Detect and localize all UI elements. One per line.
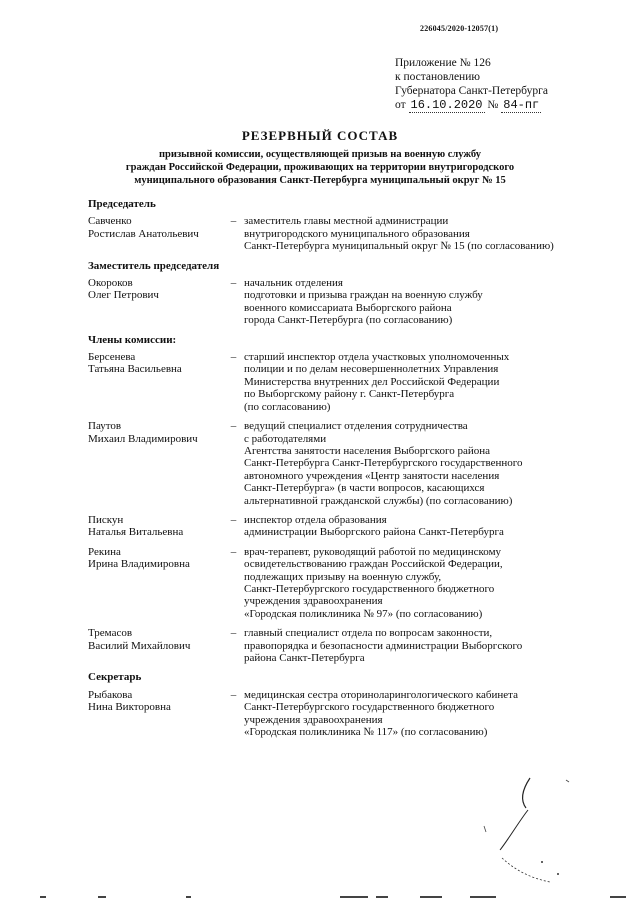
position-line: (по согласованию) xyxy=(244,400,331,413)
member-position xyxy=(244,215,608,252)
member-name xyxy=(88,546,223,620)
dash: – xyxy=(230,351,237,364)
subtitle-line-3: муниципального образования Санкт-Петербурга муниципальный округ № 15 xyxy=(134,175,506,186)
position-line: инспектор отдела образования xyxy=(244,513,387,526)
position-line: администрации Выборгского района Санкт-Петербурга xyxy=(244,526,504,539)
handwritten-signature xyxy=(470,770,580,890)
date-prefix: от xyxy=(395,99,406,111)
position-line: автономного учреждения «Центр занятости населения xyxy=(244,469,500,482)
dash: – xyxy=(230,545,237,558)
member-row xyxy=(88,420,608,507)
position-line: Санкт-Петербургского государственного бюджетного xyxy=(244,582,495,595)
dash: – xyxy=(230,513,237,526)
title-subtitle xyxy=(0,148,640,187)
member-name xyxy=(88,215,223,252)
position-line: «Городская поликлиника № 117» (по согласованию) xyxy=(244,726,488,739)
given-names: Наталья Витальевна xyxy=(88,526,184,539)
surname: Окороков xyxy=(88,277,133,290)
position-line: полиции и по делам несовершеннолетних Управления xyxy=(244,363,499,376)
dash: – xyxy=(230,215,237,228)
subtitle-line-1: призывной комиссии, осуществляющей призыв на военную службу xyxy=(159,149,481,160)
title-main: РЕЗЕРВНЫЙ СОСТАВ xyxy=(241,128,399,143)
member-position xyxy=(244,514,608,539)
position-line: «Городская поликлиника № 97» (по согласованию) xyxy=(244,607,483,620)
scan-footer-artifacts xyxy=(0,893,640,901)
position-line: подготовки и призыва граждан на военную службу xyxy=(244,289,483,302)
dash: – xyxy=(230,277,237,290)
member-name xyxy=(88,351,223,413)
position-line: альтернативной гражданской службы) (по согласованию) xyxy=(244,494,513,507)
section-vice-chair: Заместитель председателя xyxy=(88,259,220,272)
member-name xyxy=(88,627,223,664)
member-position xyxy=(244,627,608,664)
member-position xyxy=(244,420,608,507)
position-line: начальник отделения xyxy=(244,277,343,290)
number-prefix: № xyxy=(487,99,499,111)
given-names: Нина Викторовна xyxy=(88,701,171,714)
appendix-number: 84-пг xyxy=(503,98,540,112)
position-line: учреждения здравоохранения xyxy=(244,713,383,726)
appendix-line-2: к постановлению xyxy=(395,71,480,83)
surname: Рекина xyxy=(88,545,121,558)
position-line: Санкт-Петербурга муниципальный округ № 15 (по согласованию) xyxy=(244,240,554,253)
given-names: Михаил Владимирович xyxy=(88,432,198,445)
commission-list xyxy=(88,197,608,745)
given-names: Василий Михайлович xyxy=(88,639,191,652)
position-line: города Санкт-Петербурга (по согласованию) xyxy=(244,314,453,327)
surname: Берсенева xyxy=(88,351,136,364)
position-line: старший инспектор отдела участковых уполномоченных xyxy=(244,351,510,364)
document-registration-number: 226045/2020-12057(1) xyxy=(420,24,499,33)
appendix-date-line xyxy=(395,98,548,112)
member-row xyxy=(88,351,608,413)
position-line: подлежащих призыву на военную службу, xyxy=(244,570,442,583)
position-line: медицинская сестра оториноларингологического кабинета xyxy=(244,688,518,701)
member-position xyxy=(244,689,608,739)
position-line: главный специалист отдела по вопросам законности, xyxy=(244,627,493,640)
surname: Паутов xyxy=(88,420,122,433)
position-line: врач-терапевт, руководящий работой по медицинскому xyxy=(244,545,502,558)
position-line: Санкт-Петербургского государственного бюджетного xyxy=(244,701,495,714)
position-line: Агентства занятости населения Выборгского района xyxy=(244,444,490,457)
appendix-line-3: Губернатора Санкт-Петербурга xyxy=(395,85,548,97)
member-position xyxy=(244,277,608,327)
position-line: заместитель главы местной администрации xyxy=(244,215,449,228)
surname: Рыбакова xyxy=(88,688,133,701)
position-line: Санкт-Петербурга» (в части вопросов, касающихся xyxy=(244,482,485,495)
member-name xyxy=(88,277,223,327)
member-name xyxy=(88,514,223,539)
appendix-header xyxy=(395,56,548,112)
given-names: Олег Петрович xyxy=(88,289,159,302)
position-line: с работодателями xyxy=(244,432,327,445)
member-row xyxy=(88,514,608,539)
dash: – xyxy=(230,420,237,433)
surname: Пискун xyxy=(88,513,124,526)
member-row xyxy=(88,277,608,327)
member-row xyxy=(88,215,608,252)
appendix-line-1: Приложение № 126 xyxy=(395,57,491,69)
dash: – xyxy=(230,627,237,640)
position-line: района Санкт-Петербурга xyxy=(244,652,365,664)
member-name xyxy=(88,420,223,507)
section-members: Члены комиссии: xyxy=(88,333,177,346)
position-line: правопорядка и безопасности администрации Выборгского xyxy=(244,639,523,652)
position-line: Министерства внутренних дел Российской Федерации xyxy=(244,375,500,388)
given-names: Ирина Владимировна xyxy=(88,558,190,571)
appendix-date: 16.10.2020 xyxy=(410,98,483,112)
given-names: Татьяна Васильевна xyxy=(88,363,182,376)
dash: – xyxy=(230,688,237,701)
section-secretary: Секретарь xyxy=(88,671,142,684)
given-names: Ростислав Анатольевич xyxy=(88,227,199,240)
subtitle-line-2: граждан Российской Федерации, проживающих на территории внутригородского xyxy=(125,162,515,173)
position-line: Санкт-Петербурга Санкт-Петербургского государственного xyxy=(244,457,523,470)
surname: Тремасов xyxy=(88,627,133,640)
member-row xyxy=(88,627,608,664)
member-position xyxy=(244,546,608,620)
position-line: внутригородского муниципального образования xyxy=(244,227,470,240)
position-line: ведущий специалист отделения сотрудничества xyxy=(244,420,468,433)
member-row xyxy=(88,546,608,620)
position-line: военного комиссариата Выборгского района xyxy=(244,301,452,314)
section-chair: Председатель xyxy=(88,198,156,210)
document-title xyxy=(0,128,640,187)
position-line: по Выборгскому району г. Санкт-Петербурга xyxy=(244,388,455,401)
surname: Савченко xyxy=(88,215,132,228)
member-name xyxy=(88,689,223,739)
position-line: освидетельствованию граждан Российской Федерации, xyxy=(244,558,503,571)
member-position xyxy=(244,351,608,413)
member-row xyxy=(88,689,608,739)
position-line: учреждения здравоохранения xyxy=(244,595,383,608)
